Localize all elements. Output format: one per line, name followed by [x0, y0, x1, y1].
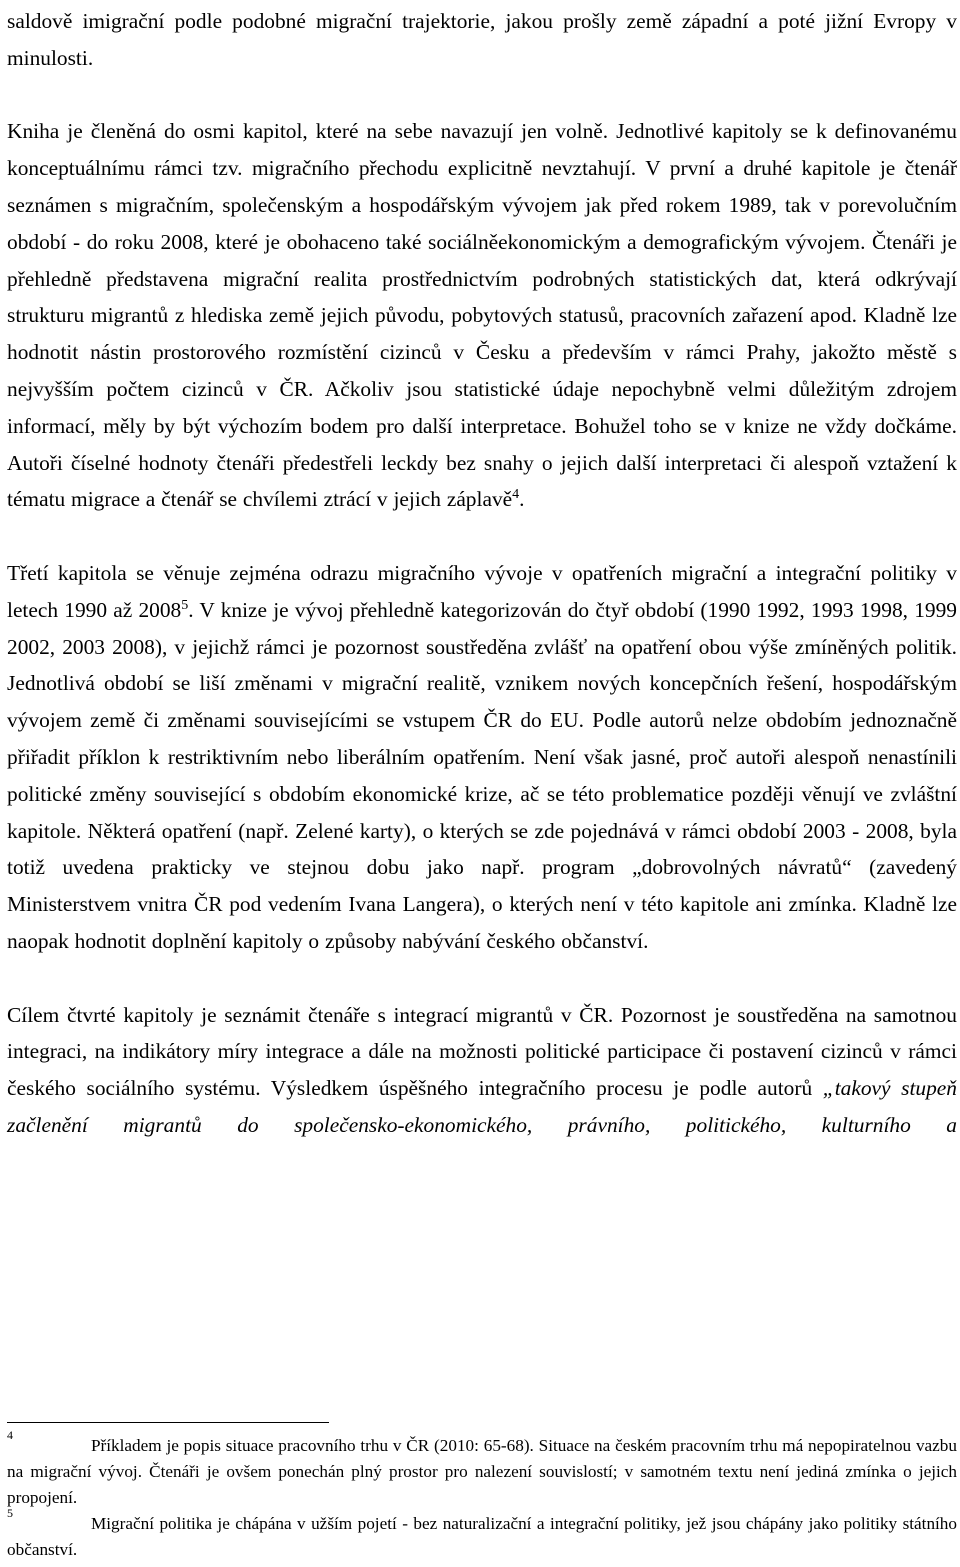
footnote-number: 4: [7, 1428, 13, 1442]
document-body: [7, 0, 957, 1144]
paragraph-gap: [7, 77, 957, 114]
footnotes-section: [7, 1422, 957, 1563]
paragraph-text: saldově imigrační podle podobné migrační trajektorie, jakou prošly země západní a poté jižní Evropy v minulosti.: [7, 9, 957, 70]
footnote-text: Migrační politika je chápána v užším pojetí - bez naturalizační a integrační politiky, jež jsou chápány jako politiky státního občanství.: [7, 1514, 957, 1559]
footnote-4: [7, 1428, 957, 1511]
paragraph-gap: [7, 960, 957, 997]
paragraph-tail: . V knize je vývoj přehledně kategorizován do čtyř období (1990 1992, 1993 1998, 1999 2002, 2003 2008), v jejichž rámci je pozornost soustředěna zvlášť na opatření obou výše zmíněných politik. Jednotlivá období se liší změnami v migrační realitě, vznikem nových koncepčních řešení, hospodářským vývojem země či změnami souvisejícími se vstupem ČR do EU. Podle autorů nelze obdobím jednoznačně přiřadit příklon k restriktivním nebo liberálním opatřením. Není však jasné, proč autoři alespoň nenastínili politické změny související s obdobím ekonomické krize, ač se této problematice později věnují ve zvláštní kapitole. Některá opatření (např. Zelené karty), o kterých se zde pojednává v rámci období 2003 - 2008, byla totiž uvedena prakticky ve stejnou dobu jako např. program „dobrovolných návratů“ (zavedený Ministerstvem vnitra ČR pod vedením Ivana Langera), o kterých není v této kapitole ani zmínka. Kladně lze naopak hodnotit doplnění kapitoly o způsoby nabývání českého občanství.: [7, 597, 957, 953]
footnote-ref-5[interactable]: 5: [181, 597, 189, 613]
paragraph-text: Kniha je členěná do osmi kapitol, které na sebe navazují jen volně. Jednotlivé kapitoly se k definovanému konceptuálnímu rámci tzv. migračního přechodu explicitně nevztahují. V první a druhé kapitole je čtenář seznámen s migračním, společenským a hospodářským vývojem jak před rokem 1989, tak v porevolučním období - do roku 2008, které je obohaceno také sociálněekonomickým a demografickým vývojem. Čtenáři je přehledně představena migrační realita prostřednictvím podrobných statistických dat, která odkrývají strukturu migrantů z hlediska země jejich původu, pobytových statusů, pracovních zařazení apod. Kladně lze hodnotit nástin prostorového rozmístění cizinců v Česku a především v rámci Prahy, jakožto městě s nejvyšším počtem cizinců v ČR. Ačkoliv jsou statistické údaje nepochybně velmi důležitým zdrojem informací, měly by být výchozím bodem pro další interpretace. Bohužel toho se v knize ne vždy dočkáme. Autoři číselné hodnoty čtenáři předestřeli leckdy bez snahy o jejich další interpretaci či alespoň vztažení k tématu migrace a čtenář se chvílemi ztrácí v jejich záplavě: [7, 119, 957, 512]
paragraph-quote: „takový stupeň začlenění migrantů do společensko-ekonomického, právního, politického, kulturního a: [7, 1076, 957, 1137]
paragraph-text: Cílem čtvrté kapitoly je seznámit čtenáře s integrací migrantů v ČR. Pozornost je soustředěna na samotnou integraci, na indikátory míry integrace a dále na možnosti politické participace či postavení cizinců v rámci českého sociálního systému. Výsledkem úspěšného integračního procesu je podle autorů: [7, 1002, 957, 1101]
footnote-separator: [7, 1422, 329, 1423]
paragraph-chapters-overview: [7, 113, 957, 518]
footnote-ref-4[interactable]: 4: [512, 487, 520, 503]
paragraph-intro-end: [7, 3, 957, 77]
paragraph-gap: [7, 518, 957, 555]
paragraph-fourth-chapter: [7, 997, 957, 1144]
footnote-number: 5: [7, 1506, 13, 1520]
footnote-text: Příkladem je popis situace pracovního trhu v ČR (2010: 65-68). Situace na českém pracovním trhu má nepopiratelnou vazbu na migrační vývoj. Čtenáři je ovšem ponechán plný prostor pro nalezení souvislostí; v samotném textu není jediná zmínka o jejich propojení.: [7, 1436, 957, 1507]
paragraph-third-chapter: [7, 555, 957, 960]
footnote-5: [7, 1506, 957, 1563]
paragraph-text: Třetí kapitola se věnuje zejména odrazu migračního vývoje v opatřeních migrační a integrační politiky v letech 1990 až 2008: [7, 560, 957, 622]
paragraph-tail: .: [519, 487, 525, 512]
